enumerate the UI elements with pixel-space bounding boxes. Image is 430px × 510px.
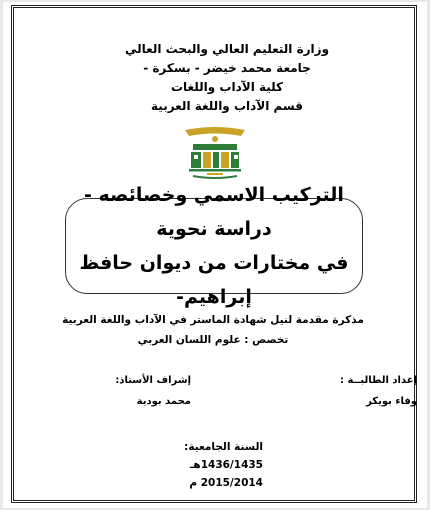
thesis-title-line1: التركيب الاسمي وخصائصه - دراسة نحوية <box>84 184 344 240</box>
supervisor-block <box>71 370 191 412</box>
author-block <box>297 370 417 412</box>
thesis-title-box <box>65 184 363 308</box>
supervisor-label: إشراف الأستاذ: <box>115 375 191 386</box>
academic-year-hijri: 1436/1435هـ <box>189 459 263 471</box>
author-name: وفاء بويكر <box>366 396 417 407</box>
memo-purpose: مذكرة مقدمة لنيل شهادة الماستر في الآداب واللغة العربية <box>62 314 364 326</box>
memo-specialty: تخصص : علوم اللسان العربي <box>137 334 289 346</box>
supervisor-name: محمد بودية <box>136 396 191 407</box>
thesis-title-line2: في مختارات من ديوان حافظ إبراهيم- <box>79 252 349 308</box>
memo-description <box>43 310 383 350</box>
ministry-name: وزارة التعليم العالي والبحث العالي <box>124 42 330 56</box>
academic-year-block <box>153 438 263 492</box>
institution-header <box>27 40 427 116</box>
department-name: قسم الآداب واللغة العربية <box>151 99 303 113</box>
academic-year-label: السنة الجامعية: <box>184 441 263 453</box>
university-logo-icon <box>179 126 251 184</box>
author-label: إعداد الطالبــة : <box>340 375 417 386</box>
university-name: جامعة محمد خيضر - بسكرة - <box>143 61 311 75</box>
academic-year-gregorian: 2015/2014 م <box>189 477 263 489</box>
faculty-name: كلية الآداب واللغات <box>170 80 284 94</box>
document-page <box>3 2 427 508</box>
